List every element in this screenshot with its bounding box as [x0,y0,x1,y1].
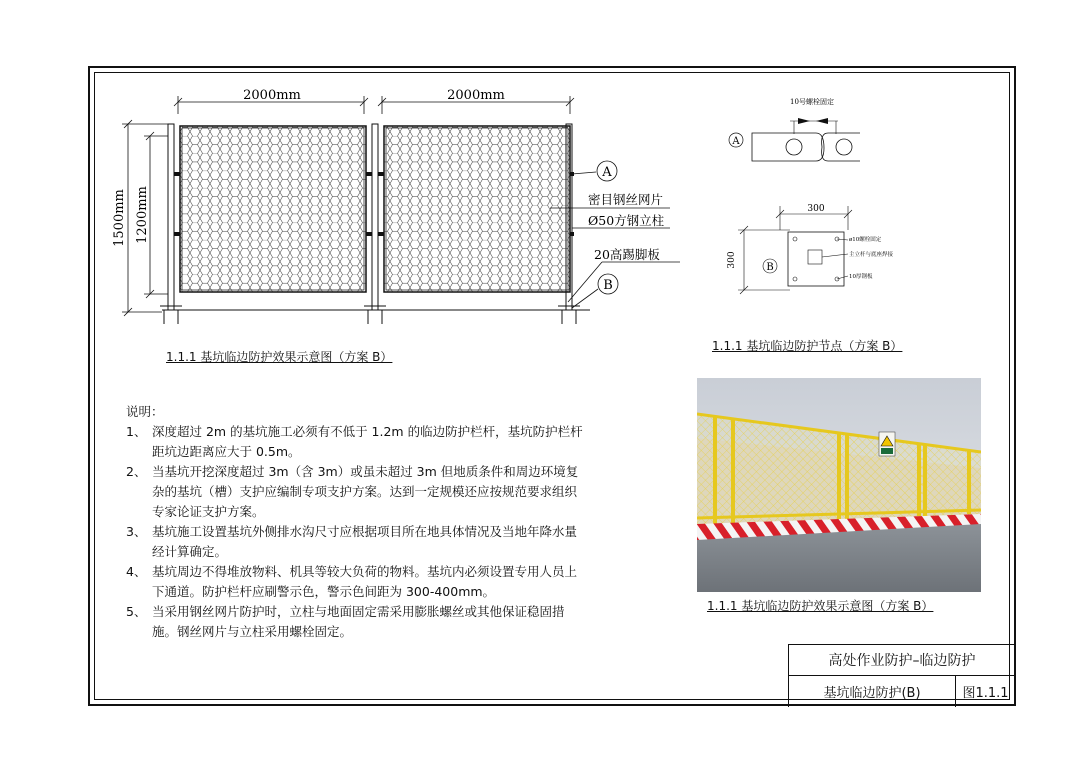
dim-width-right: 2000mm [447,88,505,103]
photo-caption: 1.1.1 基坑临边防护效果示意图（方案 B） [707,599,934,613]
dim-height-outer: 1500mm [112,189,127,247]
dim-width-left: 2000mm [243,88,301,103]
node-note-1: ø10螺栓固定 [849,237,882,243]
node-note-2: 主立杆与底座焊接 [849,252,894,258]
node-detail-caption: 1.1.1 基坑临边防护节点（方案 B） [712,339,903,353]
title-block-drawing-number: 图1.1.1 [962,686,1009,701]
note-text: 当基坑开挖深度超过 3m（含 3m）或虽未超过 3m 但地质条件和周边环境复杂的基坑（槽）支护应编制专项支护方案。达到一定规模还应按规范要求组织专家论证支护方案。 [152,464,579,519]
note-number: 3、 [126,524,147,539]
note-text: 深度超过 2m 的基坑施工必须有不低于 1.2m 的临边防护栏杆，基坑防护栏杆距坑边距离应大于 0.5m。 [152,424,583,459]
note-item [126,422,586,462]
note-number: 2、 [126,464,147,479]
fence-drawing-caption: 1.1.1 基坑临边防护效果示意图（方案 B） [166,350,393,364]
label-mesh: 密目钢丝网片 [588,192,664,207]
node-marker-b: B [766,262,774,273]
dim-300-side: 300 [727,251,737,269]
notes-heading: 说明： [126,404,164,419]
note-number: 1、 [126,424,147,439]
dim-height-inner: 1200mm [135,186,150,244]
note-item [126,462,586,522]
node-detail-drawing [720,90,910,300]
note-number: 5、 [126,604,147,619]
label-post: Ø50方钢立柱 [588,213,665,228]
label-toeboard: 20高踢脚板 [594,247,660,262]
note-item [126,522,586,562]
note-item [126,602,586,642]
marker-b: B [603,278,613,293]
title-block-title: 高处作业防护–临边防护 [789,645,1015,676]
marker-a: A [602,165,612,180]
note-item [126,562,586,602]
title-block [788,644,1015,707]
note-text: 基坑周边不得堆放物料、机具等较大负荷的物料。基坑内必须设置专用人员上下通道。防护栏杆应刷警示色，警示色间距为 300-400mm。 [152,564,578,599]
fence-render-photo [697,378,981,592]
fence-elevation-drawing [110,84,690,334]
note-text: 当采用钢丝网片防护时，立柱与地面固定需采用膨胀螺丝或其他保证稳固措施。钢丝网片与立柱采用螺栓固定。 [152,604,565,639]
bolt-label: 10号螺栓固定 [790,98,834,106]
dim-300-top: 300 [807,204,825,214]
node-note-3: 10厚钢板 [849,274,873,280]
note-text: 基坑施工设置基坑外侧排水沟尺寸应根据项目所在地具体情况及当地年降水量经计算确定。 [152,524,578,559]
notes-section [126,402,586,642]
note-number: 4、 [126,564,147,579]
node-marker-a: A [732,136,740,147]
title-block-subtitle: 基坑临边防护(B) [789,676,956,707]
